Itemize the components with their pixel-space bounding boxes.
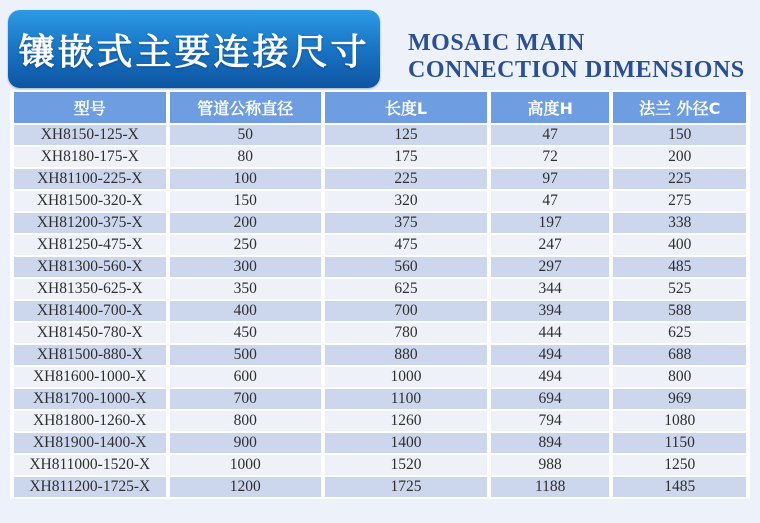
page-title-english [408,10,745,90]
table-cell: 1520 [325,455,487,475]
table-cell: 350 [170,279,322,299]
table-row [14,169,746,189]
table-cell: XH81500-320-X [14,191,166,211]
table-cell: 200 [170,213,322,233]
table-cell: XH8150-125-X [14,125,166,145]
table-cell: XH81900-1400-X [14,433,166,453]
table-cell: 894 [491,433,610,453]
table-cell: 1080 [613,411,746,431]
table-cell: 625 [325,279,487,299]
table-cell: 1100 [325,389,487,409]
column-header: 型号 [14,92,166,123]
table-row [14,235,746,255]
table-row [14,389,746,409]
table-row [14,213,746,233]
table-row [14,147,746,167]
table-cell: 250 [170,235,322,255]
table-row [14,125,746,145]
table-cell: 485 [613,257,746,277]
english-title-line1: MOSAIC MAIN [408,29,585,56]
table-row [14,257,746,277]
table-cell: 688 [613,345,746,365]
table-cell: 80 [170,147,322,167]
table-cell: 588 [613,301,746,321]
table-cell: XH81350-625-X [14,279,166,299]
table-cell: 1150 [613,433,746,453]
table-row [14,323,746,343]
table-cell: 794 [491,411,610,431]
table-cell: 1200 [170,477,322,497]
table-row [14,433,746,453]
table-cell: 1000 [325,367,487,387]
table-cell: XH8180-175-X [14,147,166,167]
table-cell: 625 [613,323,746,343]
chinese-title-badge [8,10,380,88]
table-cell: XH81400-700-X [14,301,166,321]
page-title-chinese: 镶嵌式主要连接尺寸 [18,31,370,73]
table-cell: 700 [325,301,487,321]
table-cell: 560 [325,257,487,277]
table-cell: 700 [170,389,322,409]
table-cell: 1400 [325,433,487,453]
table-cell: 800 [170,411,322,431]
table-cell: 175 [325,147,487,167]
column-header: 高度H [491,92,610,123]
table-cell: 97 [491,169,610,189]
table-cell: XH81250-475-X [14,235,166,255]
table-header-row [14,92,746,123]
table-cell: 1000 [170,455,322,475]
table-cell: 200 [613,147,746,167]
table-cell: 297 [491,257,610,277]
table-cell: 600 [170,367,322,387]
table-cell: XH81100-225-X [14,169,166,189]
table-cell: 880 [325,345,487,365]
table-cell: 500 [170,345,322,365]
table-cell: 50 [170,125,322,145]
table-row [14,455,746,475]
table-cell: 988 [491,455,610,475]
table-cell: XH81600-1000-X [14,367,166,387]
english-title-line2: CONNECTION DIMENSIONS [408,57,745,83]
table-cell: 150 [170,191,322,211]
table-cell: 1188 [491,477,610,497]
table-cell: 494 [491,345,610,365]
table-row [14,191,746,211]
table-cell: 800 [613,367,746,387]
table-cell: XH81450-780-X [14,323,166,343]
table-row [14,477,746,497]
table-cell: 444 [491,323,610,343]
table-cell: XH81300-560-X [14,257,166,277]
table-row [14,411,746,431]
table-cell: 1485 [613,477,746,497]
table-cell: XH81200-375-X [14,213,166,233]
table-cell: XH811000-1520-X [14,455,166,475]
table-cell: XH81500-880-X [14,345,166,365]
table-cell: 225 [325,169,487,189]
table-cell: XH81700-1000-X [14,389,166,409]
table-cell: 247 [491,235,610,255]
table-cell: 47 [491,125,610,145]
column-header: 管道公称直径 [170,92,322,123]
table-cell: 900 [170,433,322,453]
table-header [14,92,746,123]
table-cell: 300 [170,257,322,277]
table-cell: 225 [613,169,746,189]
table-cell: 344 [491,279,610,299]
table-body [14,125,746,497]
table-cell: 320 [325,191,487,211]
table-cell: 100 [170,169,322,189]
table-cell: 275 [613,191,746,211]
table-cell: 1725 [325,477,487,497]
table-cell: 1250 [613,455,746,475]
table-cell: 197 [491,213,610,233]
table-row [14,345,746,365]
table-cell: XH811200-1725-X [14,477,166,497]
table-cell: 338 [613,213,746,233]
table-cell: 780 [325,323,487,343]
table-cell: 394 [491,301,610,321]
table-row [14,279,746,299]
table-cell: 375 [325,213,487,233]
table-cell: 475 [325,235,487,255]
table-cell: 400 [170,301,322,321]
column-header: 法兰 外径C [613,92,746,123]
table-cell: 525 [613,279,746,299]
table-cell: 47 [491,191,610,211]
table-cell: 450 [170,323,322,343]
table-cell: 400 [613,235,746,255]
table-row [14,367,746,387]
title-banner [0,0,760,90]
table-cell: 694 [491,389,610,409]
table-cell: 494 [491,367,610,387]
table-cell: 1260 [325,411,487,431]
table-cell: XH81800-1260-X [14,411,166,431]
table-cell: 72 [491,147,610,167]
table-cell: 150 [613,125,746,145]
table-cell: 125 [325,125,487,145]
table-cell: 969 [613,389,746,409]
table-row [14,301,746,321]
connection-dimensions-table [10,90,750,499]
column-header: 长度L [325,92,487,123]
